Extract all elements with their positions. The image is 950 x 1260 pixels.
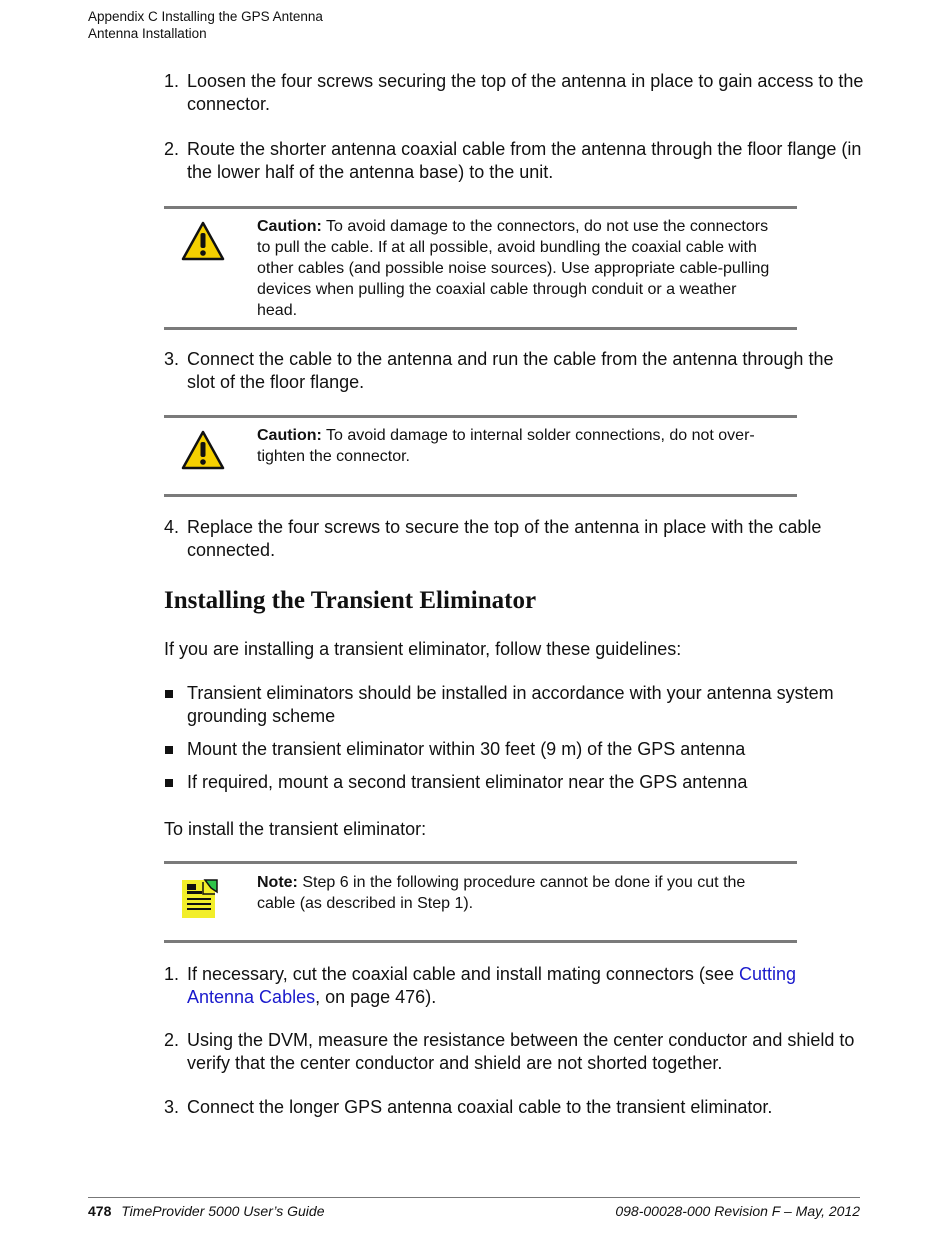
- step-item: [164, 138, 864, 184]
- note-text: [257, 872, 777, 914]
- step-number: 3.: [164, 1097, 180, 1117]
- note-body: Step 6 in the following procedure cannot be done if you cut the cable (as described in Step 1).: [257, 874, 746, 912]
- step-text: Route the shorter antenna coaxial cable from the antenna through the floor flange (in the lower half of the antenna base) to the unit.: [187, 139, 862, 182]
- step-item: [164, 1096, 864, 1119]
- page-number: 478: [88, 1203, 112, 1219]
- bullet-marker: [165, 746, 173, 754]
- running-header: [88, 8, 323, 42]
- caution-triangle-icon: [181, 221, 225, 261]
- step-text: Connect the cable to the antenna and run the cable from the antenna through the slot of the floor flange.: [187, 349, 834, 392]
- step-number: 1.: [164, 71, 180, 91]
- step-item: [164, 1029, 864, 1075]
- step-text: Using the DVM, measure the resistance between the center conductor and shield to verify that the center conductor and shield are not shorted together.: [187, 1030, 855, 1073]
- step-number: 1.: [164, 964, 180, 984]
- step-text-pre: If necessary, cut the coaxial cable and install mating connectors (see: [187, 964, 739, 984]
- note-document-icon: [181, 878, 219, 920]
- guide-title: TimeProvider 5000 User’s Guide: [121, 1203, 325, 1219]
- caution-label: Caution:: [257, 218, 322, 235]
- step-item: [164, 516, 864, 562]
- list-item: [164, 682, 864, 728]
- section-heading: Installing the Transient Eliminator: [164, 587, 537, 614]
- caution-label: Caution:: [257, 427, 322, 444]
- note-label: Note:: [257, 874, 298, 891]
- cutting-antenna-cables-link[interactable]: Cutting Antenna Cables: [187, 964, 796, 1007]
- document-revision: 098-00028-000 Revision F – May, 2012: [615, 1203, 860, 1219]
- step-number: 2.: [164, 1030, 180, 1050]
- list-item: [164, 738, 864, 761]
- bullet-text: Mount the transient eliminator within 30 feet (9 m) of the GPS antenna: [187, 739, 746, 759]
- caution-triangle-icon: [181, 430, 225, 470]
- step-text: Loosen the four screws securing the top of the antenna in place to gain access to the connector.: [187, 71, 864, 114]
- procedure-lead: To install the transient eliminator:: [164, 819, 427, 839]
- caution-body: To avoid damage to internal solder connections, do not over-tighten the connector.: [257, 427, 755, 465]
- bullet-text: Transient eliminators should be installed in accordance with your antenna system grounding scheme: [187, 683, 834, 726]
- caution-text: [257, 216, 777, 321]
- chapter-title: Appendix C Installing the GPS Antenna: [88, 9, 323, 24]
- step-item: [164, 70, 864, 116]
- footer-left: [88, 1202, 324, 1220]
- step-text-post: , on page 476).: [315, 987, 437, 1007]
- caution-callout: [164, 206, 797, 330]
- step-text: Connect the longer GPS antenna coaxial cable to the transient eliminator.: [187, 1097, 773, 1117]
- step-number: 2.: [164, 139, 180, 159]
- bullet-marker: [165, 779, 173, 787]
- step-item: [164, 348, 864, 394]
- list-item: [164, 771, 864, 794]
- footer-divider: [88, 1197, 860, 1198]
- step-text: [187, 963, 864, 1009]
- caution-callout: [164, 415, 797, 497]
- caution-text: [257, 425, 777, 467]
- step-item: [164, 963, 864, 1009]
- note-callout: [164, 861, 797, 943]
- step-number: 3.: [164, 349, 180, 369]
- step-number: 4.: [164, 517, 180, 537]
- step-text: Replace the four screws to secure the top of the antenna in place with the cable connected.: [187, 517, 822, 560]
- bullet-marker: [165, 690, 173, 698]
- section-title: Antenna Installation: [88, 26, 207, 41]
- caution-body: To avoid damage to the connectors, do not use the connectors to pull the cable. If at all possible, avoid bundling the coaxial cable with other cables (and possible noise sources). Use appropriate cable-pulling devices when pulling the coaxial cable through conduit or a weather head.: [257, 218, 770, 319]
- bullet-text: If required, mount a second transient eliminator near the GPS antenna: [187, 772, 748, 792]
- section-intro: If you are installing a transient eliminator, follow these guidelines:: [164, 639, 682, 659]
